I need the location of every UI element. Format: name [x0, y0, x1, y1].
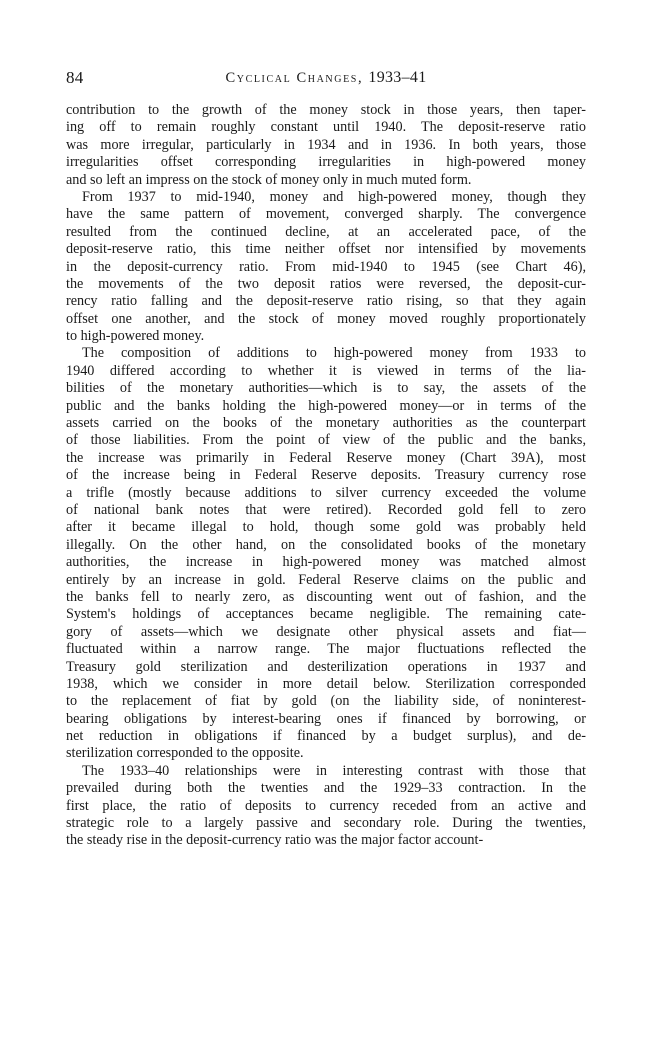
text-line: illegally. On the other hand, on the consolidated books of the monetary [66, 536, 586, 553]
text-line: the banks fell to nearly zero, as discounting went out of fashion, and the [66, 588, 586, 605]
text-line: the steady rise in the deposit-currency ratio was the major factor account- [66, 832, 484, 849]
chapter-title-text: Cyclical Changes, [225, 70, 364, 86]
text-line: was more irregular, particularly in 1934 and in 1936. In both years, those [66, 136, 586, 153]
text-line: bearing obligations by interest-bearing ones if financed by borrowing, or [66, 710, 586, 727]
book-page [66, 68, 586, 850]
text-line: the increase was primarily in Federal Reserve money (Chart 39A), most [66, 449, 586, 466]
text-line: From 1937 to mid-1940, money and high-powered money, though they [82, 188, 586, 205]
text-line: net reduction in obligations if financed by a budget surplus), and de- [66, 728, 586, 745]
chapter-title-years: 1933–41 [368, 69, 427, 86]
text-line: to high-powered money. [66, 328, 205, 345]
text-line: assets carried on the books of the monetary authorities as the counterpart [66, 415, 586, 432]
text-line: public and the banks holding the high-powered money—or in terms of the [66, 397, 586, 414]
text-line: gory of assets—which we designate other physical assets and fiat— [66, 623, 586, 640]
text-line: 1938, which we consider in more detail below. Sterilization corresponded [66, 675, 586, 692]
text-line: System's holdings of acceptances became negligible. The remaining cate- [66, 606, 586, 623]
text-line: ing off to remain roughly constant until 1940. The deposit-reserve ratio [66, 119, 586, 136]
text-line: entirely by an increase in gold. Federal Reserve claims on the public and [66, 571, 586, 588]
text-line: the movements of the two deposit ratios were reversed, the deposit-cur- [66, 275, 586, 292]
text-line: strategic role to a largely passive and secondary role. During the twenties, [66, 815, 586, 832]
text-line: of the increase being in Federal Reserve deposits. Treasury currency rose [66, 467, 586, 484]
text-line: and so left an impress on the stock of money only in much muted form. [66, 171, 472, 188]
paragraph [66, 189, 586, 346]
chapter-title [66, 69, 586, 87]
text-line: bilities of the monetary authorities—which is to say, the assets of the [66, 380, 586, 397]
text-line: 1940 differed according to whether it is viewed in terms of the lia- [66, 362, 586, 379]
running-head [66, 68, 586, 92]
text-line: first place, the ratio of deposits to currency receded from an active and [66, 797, 586, 814]
text-line: in the deposit-currency ratio. From mid-1940 to 1945 (see Chart 46), [66, 258, 586, 275]
page-number: 84 [66, 68, 84, 87]
text-line: resulted from the continued decline, at an accelerated pace, of the [66, 223, 586, 240]
text-line: offset one another, and the stock of money moved roughly proportionately [66, 310, 586, 327]
text-line: of national bank notes that were retired). Recorded gold fell to zero [66, 501, 586, 518]
paragraph [66, 763, 586, 850]
text-line: The composition of additions to high-powered money from 1933 to [82, 345, 586, 362]
text-line: fluctuated within a narrow range. The major fluctuations reflected the [66, 641, 586, 658]
paragraph [66, 102, 586, 189]
paragraph [66, 345, 586, 762]
text-line: rency ratio falling and the deposit-reserve ratio rising, so that they again [66, 293, 586, 310]
text-line: contribution to the growth of the money stock in those years, then taper- [66, 102, 586, 118]
text-line: authorities, the increase in high-powered money was matched almost [66, 554, 586, 571]
text-line: after it became illegal to hold, though some gold was probably held [66, 519, 586, 536]
text-line: to the replacement of fiat by gold (on the liability side, of noninterest- [66, 693, 586, 710]
text-line: prevailed during both the twenties and the 1929–33 contraction. In the [66, 780, 586, 797]
text-line: Treasury gold sterilization and desterilization operations in 1937 and [66, 658, 586, 675]
text-line: have the same pattern of movement, converged sharply. The convergence [66, 206, 586, 223]
text-line: sterilization corresponded to the opposite. [66, 745, 304, 762]
body-text [66, 102, 586, 850]
text-line: irregularities offset corresponding irregularities in high-powered money [66, 154, 586, 171]
text-line: The 1933–40 relationships were in interesting contrast with those that [82, 762, 586, 779]
text-line: of those liabilities. From the point of view of the public and the banks, [66, 432, 586, 449]
text-line: deposit-reserve ratio, this time neither offset nor intensified by movements [66, 241, 586, 258]
text-line: a trifle (mostly because additions to silver currency exceeded the volume [66, 484, 586, 501]
